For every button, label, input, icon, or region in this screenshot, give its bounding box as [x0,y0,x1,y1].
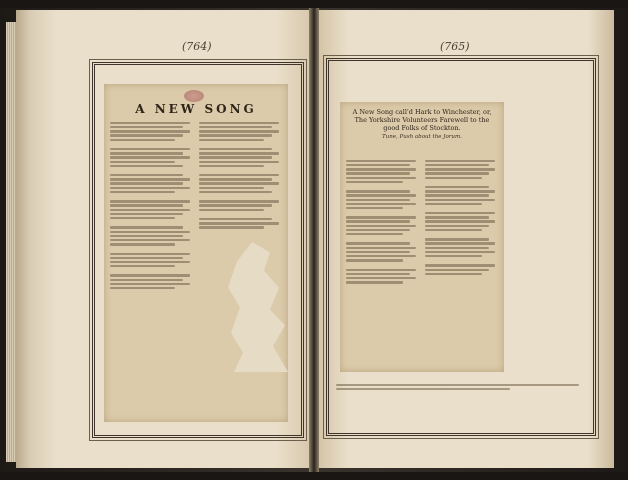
right-verse-columns [346,158,498,291]
printer-imprint [336,382,584,392]
book-gutter [309,8,319,472]
right-song-tune: Tune, Push about the Jorum. [382,134,462,140]
right-broadside [340,102,504,372]
right-verse-column-1 [346,158,419,291]
left-verse-column-1 [110,120,193,296]
right-page-number: (765) [440,40,470,53]
library-stamp [184,90,204,102]
cover-bottom [0,472,628,480]
right-verse-column-2 [425,158,498,291]
cover-top [0,0,628,8]
left-page-number: (764) [182,40,212,53]
right-song-title: A New Song call'd Hark to Winchester, or, The Yorkshire Volunteers Farewell to the good Folks of Stockton. [352,108,492,132]
left-song-title: A NEW SONG [135,102,257,116]
